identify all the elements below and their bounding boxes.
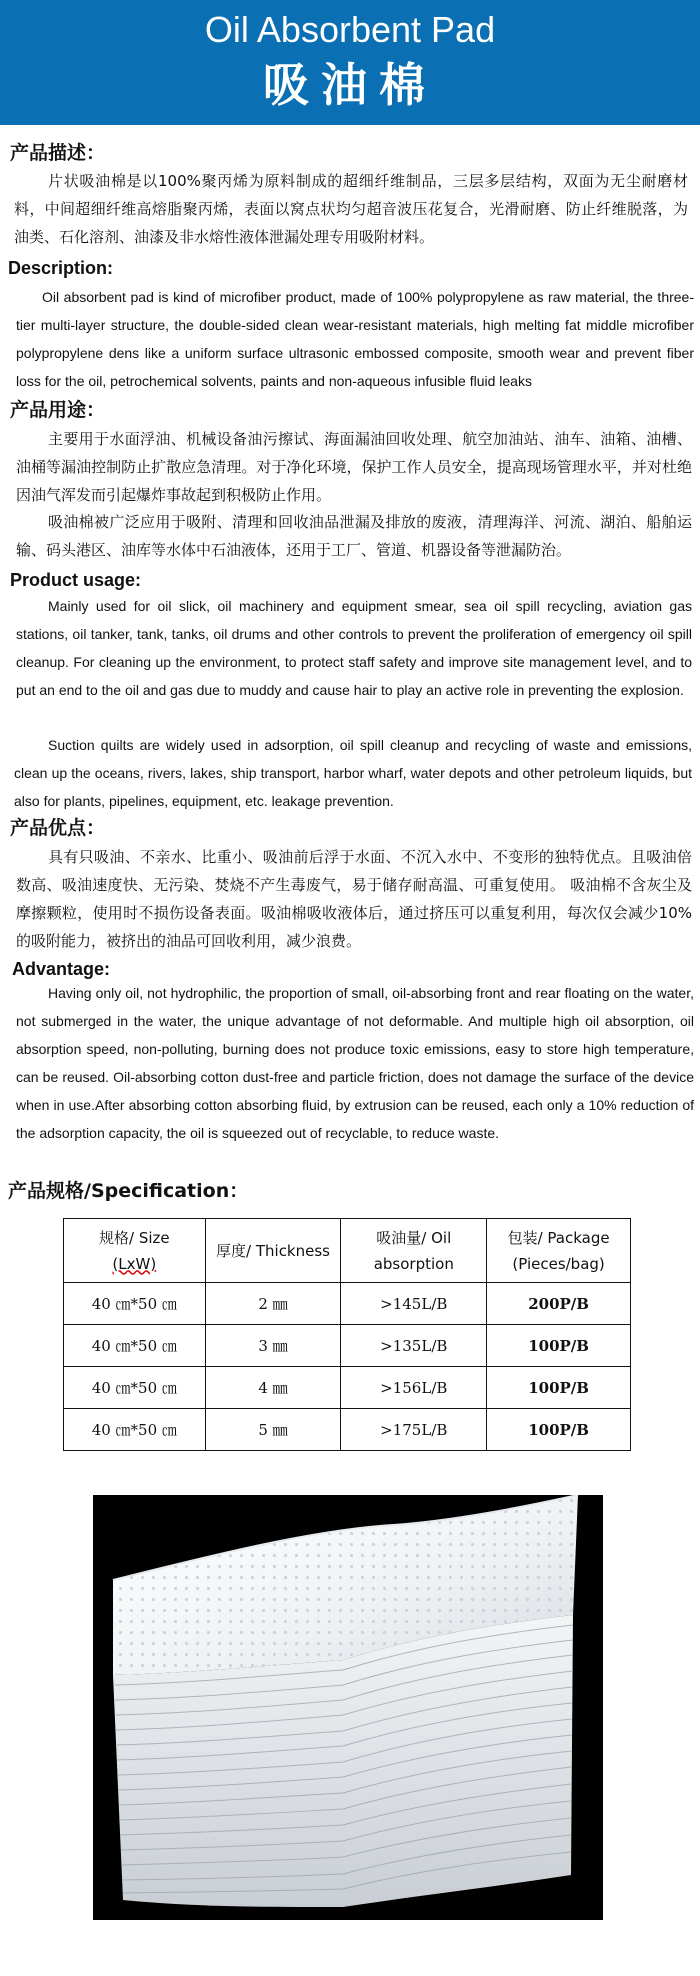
cell-size: 40 ㎝*50 ㎝ xyxy=(64,1367,206,1409)
description-en-section xyxy=(0,255,700,281)
cell-package: 100P/B xyxy=(487,1409,631,1451)
usage-en-section xyxy=(0,567,700,593)
table-row xyxy=(64,1409,631,1451)
title-banner xyxy=(0,0,700,125)
header-size-line2: (LxW) xyxy=(112,1254,157,1273)
cell-package: 200P/B xyxy=(487,1283,631,1325)
cell-absorption: >156L/B xyxy=(341,1367,487,1409)
product-photo xyxy=(93,1495,603,1920)
header-absorption xyxy=(341,1219,487,1283)
header-thickness-label: 厚度/ Thickness xyxy=(216,1241,330,1260)
specification-section xyxy=(0,1178,700,1204)
cell-absorption: >145L/B xyxy=(341,1283,487,1325)
title-chinese: 吸油棉 xyxy=(263,58,437,112)
header-package-line1: 包装/ Package xyxy=(507,1228,610,1247)
description-cn-section xyxy=(0,140,700,166)
usage-text-cn-2: 吸油棉被广泛应用于吸附、清理和回收油品泄漏及排放的废液，清理海洋、河流、湖泊、船舶运输、码头港区、油库等水体中石油液体，还用于工厂、管道、机器设备等泄漏防治。 xyxy=(16,513,692,559)
description-text-en: Oil absorbent pad is kind of microfiber product, made of 100% polypropylene as raw material, the three-tier multi-layer structure, the double-sided clean wear-resistant materials, high melting fat middle microfiber polypropylene dens like a uniform surface ultrasonic embossed composite, smooth wear and prevent fiber loss for the oil, petrochemical solvents, paints and non-aqueous infusible fluid leaks xyxy=(16,289,694,389)
header-absorption-line1: 吸油量/ Oil xyxy=(376,1228,452,1247)
pad-stack-illustration xyxy=(93,1495,603,1920)
title-english: Oil Absorbent Pad xyxy=(204,9,496,50)
usage-heading-en: Product usage: xyxy=(10,570,142,590)
cell-package: 100P/B xyxy=(487,1367,631,1409)
advantage-text-cn: 具有只吸油、不亲水、比重小、吸油前后浮于水面、不沉入水中、不变形的独特优点。且吸油倍数高、吸油速度快、无污染、焚烧不产生毒废气，易于储存耐高温、可重复使用。 吸油棉不含灰尘及摩擦颗粒，使用时不损伤设备表面。吸油棉吸收液体后，通过挤压可以重复利用，每次仅会减少10%的吸附能力，被挤出的油品可回收利用，减少浪费。 xyxy=(16,848,692,950)
cell-size: 40 ㎝*50 ㎝ xyxy=(64,1283,206,1325)
cell-size: 40 ㎝*50 ㎝ xyxy=(64,1409,206,1451)
cell-absorption: >175L/B xyxy=(341,1409,487,1451)
table-row xyxy=(64,1283,631,1325)
cell-thickness: 3 ㎜ xyxy=(205,1325,341,1367)
cell-size: 40 ㎝*50 ㎝ xyxy=(64,1325,206,1367)
usage-cn-section xyxy=(0,397,700,423)
advantage-cn-section xyxy=(0,815,700,841)
header-size-line1: 规格/ Size xyxy=(99,1228,170,1247)
advantage-text-en: Having only oil, not hydrophilic, the proportion of small, oil-absorbing front and rear floating on the water, not submerged in the water, the unique advantage of not deformable. And multiple high oil absorption, oil absorption speed, non-polluting, burning does not produce toxic emissions, easy to store high temperature, can be reused. Oil-absorbing cotton dust-free and particle friction, does not damage the surface of the device when in use.After absorbing cotton absorbing fluid, by extrusion can be reused, each only a 10% reduction of the adsorption capacity, the oil is squeezed out of recyclable, to reduce waste. xyxy=(16,985,694,1141)
cell-thickness: 2 ㎜ xyxy=(205,1283,341,1325)
cell-package: 100P/B xyxy=(487,1325,631,1367)
table-row xyxy=(64,1367,631,1409)
usage-text-cn-1: 主要用于水面浮油、机械设备油污擦试、海面漏油回收处理、航空加油站、油车、油箱、油槽、油桶等漏油控制防止扩散应急清理。对于净化环境，保护工作人员安全，提高现场管理水平，并对杜绝因油气浑发而引起爆炸事故起到积极防止作用。 xyxy=(16,430,692,504)
cell-thickness: 4 ㎜ xyxy=(205,1367,341,1409)
description-heading-en: Description: xyxy=(8,258,114,278)
table-row xyxy=(64,1325,631,1367)
header-thickness xyxy=(205,1219,341,1283)
cell-thickness: 5 ㎜ xyxy=(205,1409,341,1451)
advantage-heading-cn: 产品优点： xyxy=(10,817,106,839)
usage-text-en-1: Mainly used for oil slick, oil machinery and equipment smear, sea oil spill recycling, aviation gas stations, oil tanker, tank, tanks, oil drums and other controls to prevent the proliferation of emergency oil spill cleanup. For cleaning up the environment, to protect staff safety and improve site management level, and to put an end to the oil and gas due to muddy and cause hair to play an active role in preventing the explosion. xyxy=(16,598,692,698)
header-package xyxy=(487,1219,631,1283)
advantage-heading-en: Advantage: xyxy=(12,959,111,979)
specification-heading: 产品规格/Specification： xyxy=(8,1180,249,1202)
cell-absorption: >135L/B xyxy=(341,1325,487,1367)
table-header-row xyxy=(64,1219,631,1283)
description-heading-cn: 产品描述： xyxy=(10,142,106,164)
usage-heading-cn: 产品用途： xyxy=(10,399,106,421)
header-package-line2: (Pieces/bag) xyxy=(512,1254,605,1273)
specification-table xyxy=(63,1218,631,1451)
usage-text-en-2: Suction quilts are widely used in adsorption, oil spill cleanup and recycling of waste and emissions, clean up the oceans, rivers, lakes, ship transport, harbor wharf, water depots and other petroleum liquids, but also for plants, pipelines, equipment, etc. leakage prevention. xyxy=(14,737,692,809)
header-absorption-line2: absorption xyxy=(373,1254,454,1273)
header-size xyxy=(64,1219,206,1283)
description-text-cn: 片状吸油棉是以100%聚丙烯为原料制成的超细纤维制品，三层多层结构，双面为无尘耐磨材料，中间超细纤维高熔脂聚丙烯，表面以窝点状均匀超音波压花复合，光滑耐磨、防止纤维脱落，为油类、石化溶剂、油漆及非水熔性液体泄漏处理专用吸附材料。 xyxy=(14,172,688,246)
